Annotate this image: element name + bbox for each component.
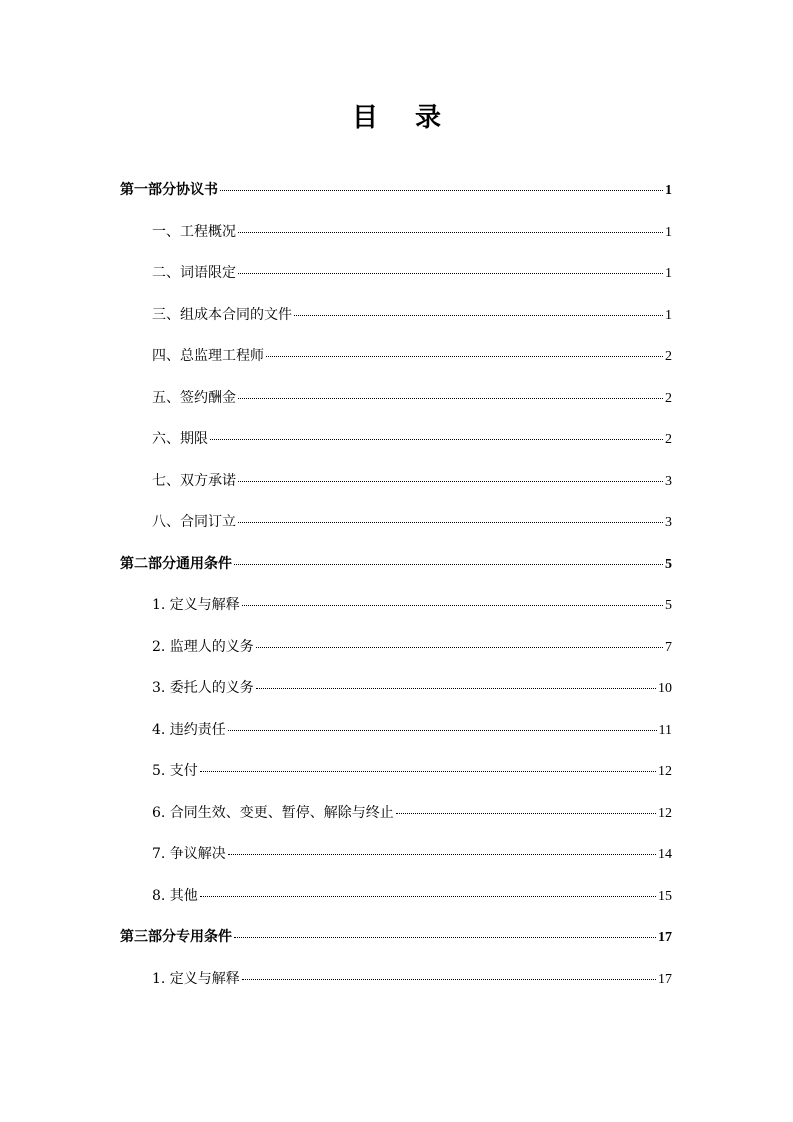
toc-page-number: 1	[665, 307, 672, 323]
toc-subsection-entry[interactable]	[120, 502, 672, 544]
toc-dot-leader	[242, 605, 663, 606]
toc-page-number: 12	[658, 764, 672, 779]
toc-entry-label: 第三部分专用条件	[120, 929, 232, 945]
toc-dot-leader	[234, 564, 663, 565]
toc-subsection-entry[interactable]	[120, 668, 672, 710]
toc-entry-label: 五、签约酬金	[152, 389, 236, 406]
toc-page-number: 1	[665, 183, 672, 198]
toc-dot-leader	[238, 481, 663, 482]
toc-dot-leader	[238, 522, 663, 523]
toc-dot-leader	[396, 813, 656, 814]
toc-page-number: 5	[665, 598, 672, 613]
toc-entry-label: 第一部分协议书	[120, 182, 218, 198]
table-of-contents	[120, 170, 672, 1000]
toc-page-number: 14	[658, 847, 672, 862]
toc-entry-label: 三、组成本合同的文件	[152, 306, 292, 323]
toc-entry-label: 4. 违约责任	[152, 721, 226, 738]
toc-subsection-entry[interactable]	[120, 212, 672, 254]
toc-page-number: 15	[658, 888, 672, 904]
toc-entry-label: 1. 定义与解释	[152, 597, 240, 613]
toc-dot-leader	[210, 439, 663, 440]
toc-subsection-entry[interactable]	[120, 876, 672, 918]
toc-section-entry[interactable]	[120, 544, 672, 586]
toc-page-number: 5	[665, 556, 672, 572]
toc-page-number: 12	[658, 805, 672, 821]
toc-entry-label: 二、词语限定	[152, 265, 236, 281]
toc-subsection-entry[interactable]	[120, 751, 672, 793]
toc-entry-label: 六、期限	[152, 431, 208, 447]
toc-subsection-entry[interactable]	[120, 627, 672, 669]
toc-dot-leader	[228, 854, 656, 855]
toc-subsection-entry[interactable]	[120, 461, 672, 503]
toc-dot-leader	[238, 398, 663, 399]
toc-entry-label: 3. 委托人的义务	[152, 680, 254, 696]
toc-page-number: 1	[665, 224, 672, 240]
toc-subsection-entry[interactable]	[120, 419, 672, 461]
toc-page-number: 10	[658, 681, 672, 696]
toc-page-number: 3	[665, 473, 672, 489]
toc-page-number: 2	[665, 432, 672, 447]
toc-dot-leader	[200, 896, 656, 897]
toc-dot-leader	[294, 315, 663, 316]
toc-subsection-entry[interactable]	[120, 378, 672, 420]
toc-dot-leader	[220, 190, 663, 191]
toc-subsection-entry[interactable]	[120, 959, 672, 1001]
toc-page-number: 2	[665, 349, 672, 364]
toc-dot-leader	[234, 937, 656, 938]
toc-dot-leader	[256, 688, 656, 689]
page-title: 目 录	[351, 103, 456, 133]
toc-entry-label: 2. 监理人的义务	[152, 638, 254, 655]
toc-dot-leader	[266, 356, 663, 357]
toc-subsection-entry[interactable]	[120, 834, 672, 876]
toc-subsection-entry[interactable]	[120, 336, 672, 378]
toc-subsection-entry[interactable]	[120, 793, 672, 835]
toc-entry-label: 8. 其他	[152, 887, 198, 904]
toc-entry-label: 七、双方承诺	[152, 472, 236, 489]
toc-subsection-entry[interactable]	[120, 710, 672, 752]
toc-dot-leader	[238, 273, 663, 274]
toc-subsection-entry[interactable]	[120, 295, 672, 337]
toc-subsection-entry[interactable]	[120, 253, 672, 295]
toc-page-number: 1	[665, 266, 672, 281]
toc-entry-label: 6. 合同生效、变更、暂停、解除与终止	[152, 804, 394, 821]
toc-entry-label: 第二部分通用条件	[120, 555, 232, 572]
toc-entry-label: 7. 争议解决	[152, 846, 226, 862]
toc-page-number: 17	[658, 971, 672, 987]
toc-entry-label: 1. 定义与解释	[152, 970, 240, 987]
toc-entry-label: 四、总监理工程师	[152, 348, 264, 364]
toc-subsection-entry[interactable]	[120, 585, 672, 627]
toc-dot-leader	[256, 647, 663, 648]
toc-section-entry[interactable]	[120, 170, 672, 212]
toc-dot-leader	[200, 771, 656, 772]
toc-page-number: 17	[658, 930, 672, 945]
toc-page-number: 11	[658, 722, 672, 738]
toc-section-entry[interactable]	[120, 917, 672, 959]
toc-dot-leader	[238, 232, 663, 233]
toc-entry-label: 八、合同订立	[152, 514, 236, 530]
toc-entry-label: 一、工程概况	[152, 223, 236, 240]
toc-page-number: 2	[665, 390, 672, 406]
toc-dot-leader	[242, 979, 656, 980]
toc-entry-label: 5. 支付	[152, 763, 198, 779]
toc-dot-leader	[228, 730, 657, 731]
toc-page-number: 3	[665, 515, 672, 530]
toc-page-number: 7	[665, 639, 672, 655]
